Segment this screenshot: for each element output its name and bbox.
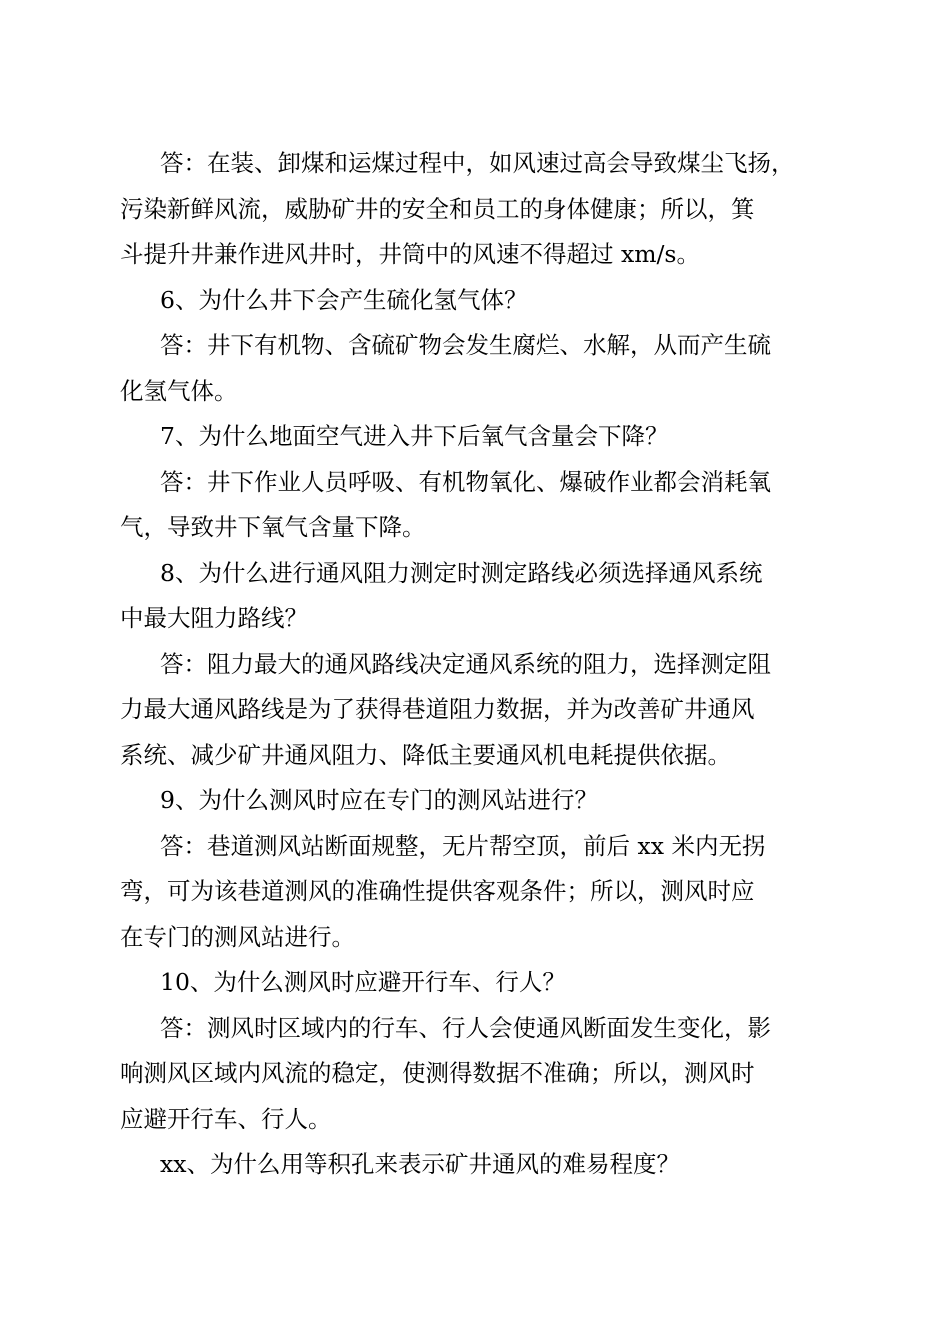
text-line: 污染新鲜风流，威胁矿井的安全和员工的身体健康；所以，箕 [120, 194, 755, 223]
text-line: 10、为什么测风时应避开行车、行人？ [160, 968, 566, 996]
question-heading [120, 960, 832, 1006]
answer-paragraph [120, 1006, 832, 1143]
text-line: 8、为什么进行通风阻力测定时测定路线必须选择通风系统 [160, 558, 763, 587]
question-heading [120, 278, 832, 324]
text-line: 9、为什么测风时应在专门的测风站进行？ [160, 786, 598, 814]
text-line: 6、为什么井下会产生硫化氢气体？ [160, 285, 528, 314]
text-line: 答：阻力最大的通风路线决定通风系统的阻力，选择测定阻 [160, 649, 771, 678]
text-line: 弯，可为该巷道测风的准确性提供客观条件；所以，测风时应 [120, 877, 755, 905]
text-line: 响测风区域内风流的稳定，使测得数据不准确；所以，测风时 [120, 1059, 755, 1087]
text-line: 答：井下作业人员呼吸、有机物氧化、爆破作业都会消耗氧 [160, 467, 771, 496]
text-line: 力最大通风路线是为了获得巷道阻力数据，并为改善矿井通风 [120, 695, 755, 723]
question-heading [120, 414, 832, 460]
text-line: 应避开行车、行人。 [120, 1104, 332, 1133]
answer-paragraph [120, 323, 832, 414]
text-line: 化氢气体。 [120, 376, 238, 405]
answer-paragraph [120, 642, 832, 779]
text-line: 斗提升井兼作进风井时，井筒中的风速不得超过 xm/s。 [120, 240, 700, 268]
text-line: 答：巷道测风站断面规整，无片帮空顶，前后 xx 米内无拐 [160, 831, 766, 860]
answer-paragraph [120, 824, 832, 961]
answer-paragraph [120, 460, 832, 551]
text-line: 7、为什么地面空气进入井下后氧气含量会下降？ [160, 422, 669, 450]
text-line: 系统、减少矿井通风阻力、降低主要通风机电耗提供依据。 [120, 740, 731, 769]
question-heading [120, 1142, 832, 1188]
text-line: 中最大阻力路线？ [120, 604, 308, 632]
answer-paragraph [120, 141, 832, 278]
document-body [120, 141, 832, 1188]
text-line: 答：测风时区域内的行车、行人会使通风断面发生变化，影 [160, 1013, 771, 1042]
question-heading [120, 778, 832, 824]
text-line: 在专门的测风站进行。 [120, 922, 355, 951]
text-line: 答：在装、卸煤和运煤过程中，如风速过高会导致煤尘飞扬， [160, 149, 795, 177]
question-heading [120, 551, 832, 642]
text-line: xx、为什么用等积孔来表示矿井通风的难易程度？ [160, 1150, 681, 1178]
text-line: 答：井下有机物、含硫矿物会发生腐烂、水解，从而产生硫 [160, 331, 771, 359]
text-line: 气，导致井下氧气含量下降。 [120, 513, 426, 541]
